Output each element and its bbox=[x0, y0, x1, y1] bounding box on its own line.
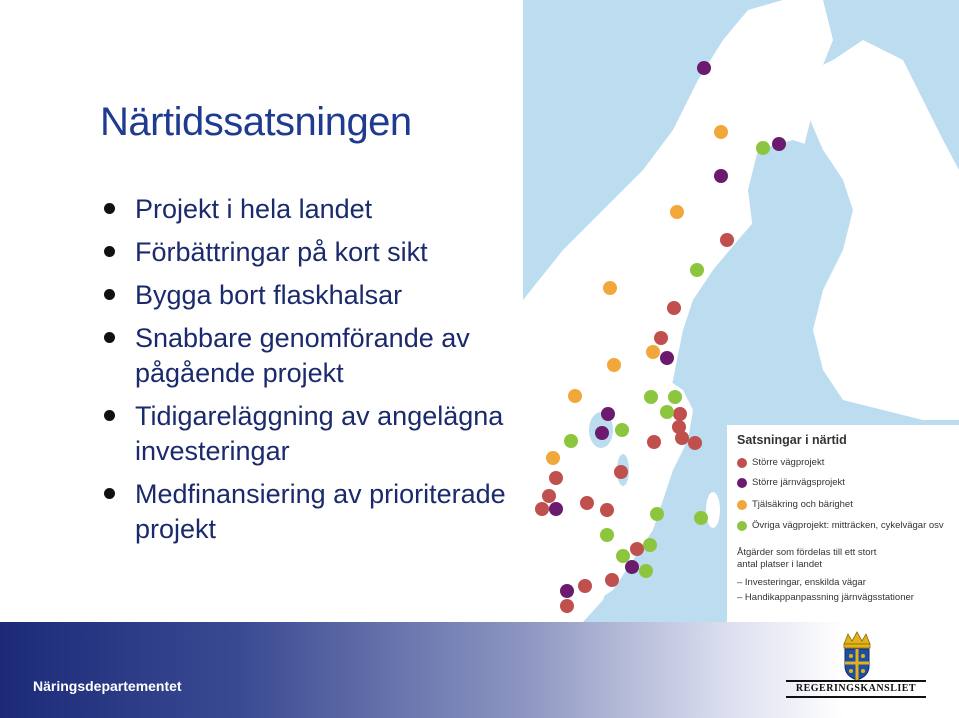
road-marker bbox=[600, 503, 614, 517]
legend-sub: – Handikappanpassning järnvägsstationer bbox=[737, 592, 914, 603]
bullet-icon bbox=[104, 246, 115, 257]
orange-marker bbox=[546, 451, 560, 465]
road-marker bbox=[673, 407, 687, 421]
green-marker bbox=[616, 549, 630, 563]
road-marker bbox=[605, 573, 619, 587]
road-marker bbox=[667, 301, 681, 315]
orange-marker bbox=[670, 205, 684, 219]
road-marker bbox=[542, 489, 556, 503]
bullet-item: Medfinansiering av prioriterade projekt bbox=[100, 477, 520, 547]
gotland bbox=[706, 492, 720, 528]
legend-item-winter: Tjälsäkring och bärighet bbox=[737, 499, 853, 513]
green-marker bbox=[668, 390, 682, 404]
bullet-icon bbox=[104, 203, 115, 214]
green-marker bbox=[690, 263, 704, 277]
orange-marker bbox=[607, 358, 621, 372]
legend-sub: – Investeringar, enskilda vägar bbox=[737, 577, 866, 588]
rail-marker bbox=[697, 61, 711, 75]
road-marker bbox=[654, 331, 668, 345]
orange-marker bbox=[568, 389, 582, 403]
rail-marker bbox=[595, 426, 609, 440]
legend-item-other: Övriga vägprojekt: mitträcken, cykelvägar osv bbox=[737, 520, 944, 534]
road-marker bbox=[549, 471, 563, 485]
rail-marker bbox=[625, 560, 639, 574]
red-dot-icon bbox=[737, 458, 747, 468]
green-marker bbox=[694, 511, 708, 525]
rail-marker bbox=[714, 169, 728, 183]
green-marker bbox=[643, 538, 657, 552]
orange-marker bbox=[603, 281, 617, 295]
rail-marker bbox=[601, 407, 615, 421]
rail-marker bbox=[772, 137, 786, 151]
road-marker bbox=[578, 579, 592, 593]
green-marker bbox=[639, 564, 653, 578]
logo-wordmark: REGERINGSKANSLIET bbox=[786, 680, 926, 698]
orange-marker bbox=[646, 345, 660, 359]
orange-dot-icon bbox=[737, 500, 747, 510]
green-marker bbox=[615, 423, 629, 437]
purple-dot-icon bbox=[737, 478, 747, 488]
bullet-item: Förbättringar på kort sikt bbox=[100, 235, 520, 270]
bullet-icon bbox=[104, 410, 115, 421]
green-marker bbox=[756, 141, 770, 155]
orange-marker bbox=[714, 125, 728, 139]
bullet-icon bbox=[104, 332, 115, 343]
bullet-item: Snabbare genomförande av pågående projekt bbox=[100, 321, 520, 391]
legend-item-rail: Större järnvägsprojekt bbox=[737, 477, 845, 491]
bullet-item: Bygga bort flaskhalsar bbox=[100, 278, 520, 313]
bullet-item: Tidigareläggning av angelägna investeringar bbox=[100, 399, 520, 469]
green-marker bbox=[650, 507, 664, 521]
legend-title: Satsningar i närtid bbox=[737, 433, 847, 447]
regeringskansliet-logo bbox=[782, 630, 932, 702]
road-marker bbox=[675, 431, 689, 445]
bullet-icon bbox=[104, 289, 115, 300]
legend-note: Åtgärder som fördelas till ett stort bbox=[737, 547, 877, 558]
bullet-list bbox=[100, 192, 520, 555]
green-marker bbox=[564, 434, 578, 448]
green-marker bbox=[660, 405, 674, 419]
rail-marker bbox=[549, 502, 563, 516]
road-marker bbox=[580, 496, 594, 510]
road-marker bbox=[560, 599, 574, 613]
legend-note: antal platser i landet bbox=[737, 559, 823, 570]
green-dot-icon bbox=[737, 521, 747, 531]
rail-marker bbox=[660, 351, 674, 365]
bullet-item: Projekt i hela landet bbox=[100, 192, 520, 227]
road-marker bbox=[535, 502, 549, 516]
road-marker bbox=[614, 465, 628, 479]
crown-shield-icon bbox=[782, 630, 932, 682]
department-name: Näringsdepartementet bbox=[33, 678, 182, 694]
rail-marker bbox=[560, 584, 574, 598]
bullet-icon bbox=[104, 488, 115, 499]
green-marker bbox=[600, 528, 614, 542]
legend-item-road: Större vägprojekt bbox=[737, 457, 824, 471]
road-marker bbox=[720, 233, 734, 247]
road-marker bbox=[630, 542, 644, 556]
slide-title: Närtidssatsningen bbox=[100, 100, 412, 144]
map-legend bbox=[727, 425, 959, 622]
green-marker bbox=[644, 390, 658, 404]
road-marker bbox=[688, 436, 702, 450]
road-marker bbox=[647, 435, 661, 449]
